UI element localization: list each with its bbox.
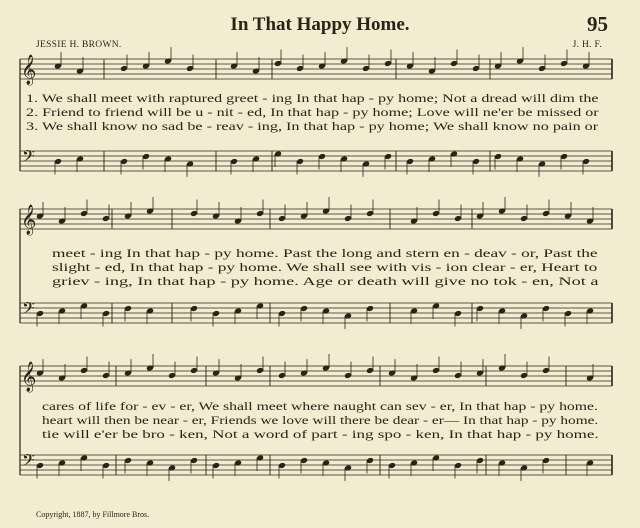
- lyric-line-s3-v1: cares of life for - ev - er, We shall meet where naught can sev - er, In that hap - py home.: [42, 401, 598, 413]
- system-1-bass-clef: 𝄢: [22, 146, 35, 170]
- system-2-treble-clef: 𝄞: [21, 205, 37, 235]
- lyric-line-s2-v2: slight - ed, In that hap - py home. We shall see with vis - ion clear - er, Heart to: [52, 262, 598, 274]
- system-3-bass-clef: 𝄢: [22, 450, 35, 474]
- lyric-line-s1-v1: 1. We shall meet with raptured greet - ing In that hap - py home; Not a dread will dim the: [26, 93, 599, 105]
- composer-credit: J. H. F.: [572, 40, 602, 50]
- lyric-line-s3-v3: tie will e'er be bro - ken, Not a word of part - ing spo - ken, In that hap - py home.: [42, 429, 599, 441]
- copyright-notice: Copyright, 1887, by Fillmore Bros.: [36, 510, 150, 519]
- lyric-line-s3-v2: heart will then be near - er, Friends we love will there be dear - er— In that hap - py home.: [42, 415, 599, 427]
- system-3-treble-clef: 𝄞: [21, 362, 37, 392]
- page-number: 95: [587, 12, 608, 36]
- system-1-treble-clef: 𝄞: [21, 55, 37, 85]
- lyric-line-s2-v3: griev - ing, In that hap - py home. Age or death will give no tok - en, Not a: [52, 276, 599, 288]
- lyric-line-s2-v1: meet - ing In that hap - py home. Past the long and stern en - deav - or, Past the: [52, 248, 598, 260]
- hymn-title: In That Happy Home.: [230, 14, 410, 35]
- lyric-line-s1-v3: 3. We shall know no sad be - reav - ing, In that hap - py home; We shall know no pain or: [26, 121, 599, 133]
- system-2-bass-clef: 𝄢: [22, 298, 35, 322]
- lyricist-credit: JESSIE H. BROWN.: [36, 40, 122, 50]
- lyric-line-s1-v2: 2. Friend to friend will be u - nit - ed, In that hap - py home; Love will ne'er be missed or: [26, 107, 599, 119]
